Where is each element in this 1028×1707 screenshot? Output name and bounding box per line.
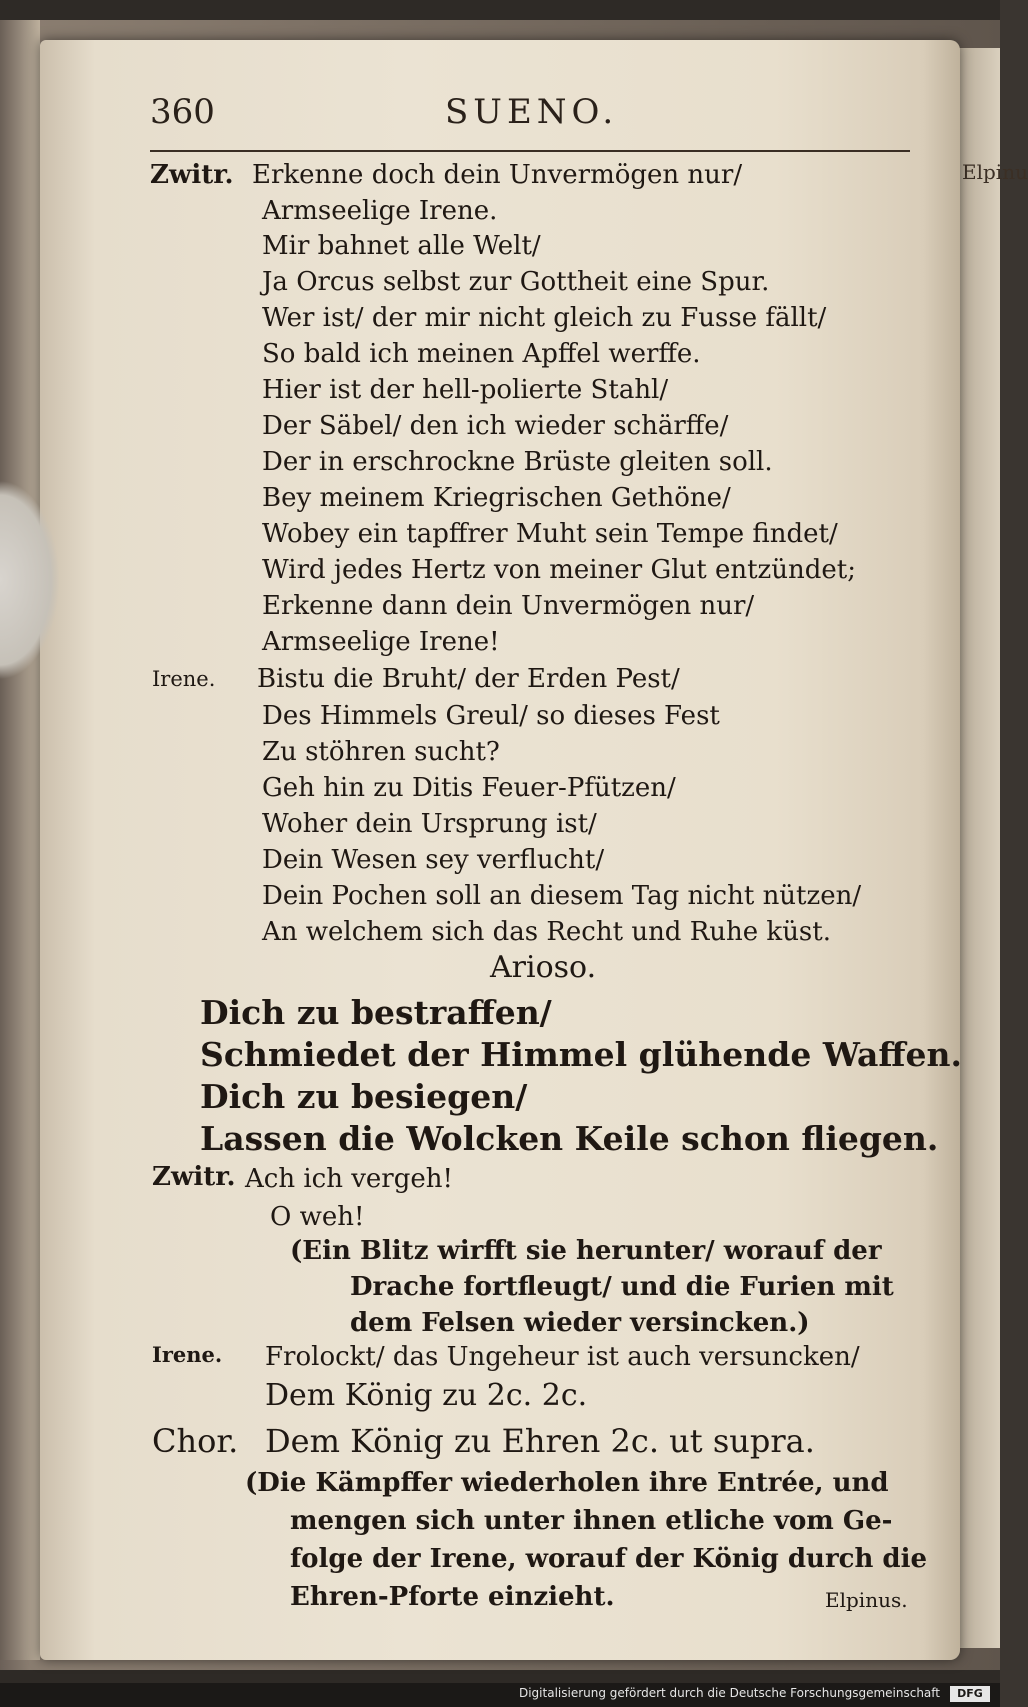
verse-line: Dein Pochen soll an diesem Tag nicht nützen/ xyxy=(262,881,862,911)
speaker-irene: Irene. xyxy=(152,1342,223,1367)
facing-page xyxy=(955,48,1000,1648)
verse-line: Dem König zu 2c. 2c. xyxy=(265,1378,588,1413)
verse-line: Der Säbel/ den ich wieder schärffe/ xyxy=(262,411,729,441)
stage-direction-line: dem Felsen wieder versincken.) xyxy=(350,1308,810,1338)
speaker-irene: Irene. xyxy=(152,667,216,691)
speaker-chor: Chor. xyxy=(152,1422,239,1460)
stage-direction-line: (Ein Blitz wirfft sie herunter/ worauf der xyxy=(290,1236,882,1266)
verse-line: Frolockt/ das Ungeheur ist auch versuncken/ xyxy=(265,1342,860,1372)
verse-line: Wobey ein tapffrer Muht sein Tempe findet/ xyxy=(262,519,838,549)
arioso-line: Schmiedet der Himmel glühende Waffen. xyxy=(200,1035,962,1074)
verse-line: Ja Orcus selbst zur Gottheit eine Spur. xyxy=(262,267,770,297)
page-clip xyxy=(0,480,60,680)
speaker-zwitr: Zwitr. xyxy=(150,160,234,190)
verse-line: Geh hin zu Ditis Feuer-Pfützen/ xyxy=(262,773,676,803)
verse-line: O weh! xyxy=(270,1202,365,1232)
verse-line: Mir bahnet alle Welt/ xyxy=(262,231,541,261)
verse-line: Armseelige Irene! xyxy=(262,627,500,657)
stage-direction-line: Ehren-Pforte einzieht. xyxy=(290,1582,615,1612)
verse-line: Wird jedes Hertz von meiner Glut entzündet; xyxy=(262,555,856,585)
dfg-credit: Digitalisierung gefördert durch die Deutsche Forschungsgemeinschaft xyxy=(518,1686,940,1700)
stage-direction-line: Drache fortfleugt/ und die Furien mit xyxy=(350,1272,894,1302)
speaker-zwitr: Zwitr. xyxy=(152,1162,236,1192)
verse-line: So bald ich meinen Apffel werffe. xyxy=(262,339,701,369)
running-title: SUENO. xyxy=(445,92,619,132)
chor-line: Dem König zu Ehren 2c. ut supra. xyxy=(265,1422,815,1460)
stage-direction-line: (Die Kämpffer wiederholen ihre Entrée, und xyxy=(245,1468,889,1498)
verse-line: Zu stöhren sucht? xyxy=(262,737,500,767)
catchword: Elpinus. xyxy=(825,1588,908,1612)
verse-line: Erkenne dann dein Unvermögen nur/ xyxy=(262,591,755,621)
verse-line: Ach ich vergeh! xyxy=(245,1164,453,1194)
verse-line: Dein Wesen sey verflucht/ xyxy=(262,845,605,875)
page-header xyxy=(150,92,920,152)
arioso-line: Dich zu besiegen/ xyxy=(200,1077,528,1116)
stage-direction-line: folge der Irene, worauf der König durch die xyxy=(290,1544,928,1574)
verse-line: Bey meinem Kriegrischen Gethöne/ xyxy=(262,483,731,513)
verse-line: Bistu die Bruht/ der Erden Pest/ xyxy=(257,664,680,694)
verse-line: Erkenne doch dein Unvermögen nur/ xyxy=(252,160,743,190)
page-number: 360 xyxy=(150,92,215,132)
dfg-logo-icon: DFG xyxy=(950,1686,990,1702)
verse-line: An welchem sich das Recht und Ruhe küst. xyxy=(262,917,831,947)
page-edge xyxy=(0,20,40,1660)
arioso-line: Dich zu bestraffen/ xyxy=(200,993,552,1032)
verse-line: Des Himmels Greul/ so dieses Fest xyxy=(262,701,720,731)
stage-direction-line: mengen sich unter ihnen etliche vom Ge- xyxy=(290,1506,893,1536)
digitization-footer xyxy=(0,1683,1000,1707)
verse-line: Hier ist der hell-polierte Stahl/ xyxy=(262,375,669,405)
arioso-heading: Arioso. xyxy=(490,950,597,985)
verse-line: Woher dein Ursprung ist/ xyxy=(262,809,597,839)
arioso-line: Lassen die Wolcken Keile schon fliegen. xyxy=(200,1119,939,1158)
verse-line: Der in erschrockne Brüste gleiten soll. xyxy=(262,447,773,477)
header-rule xyxy=(150,150,910,152)
facing-page-catchword: Elpinu xyxy=(962,160,1028,184)
verse-line: Armseelige Irene. xyxy=(262,196,498,226)
verse-line: Wer ist/ der mir nicht gleich zu Fusse fällt/ xyxy=(262,303,827,333)
